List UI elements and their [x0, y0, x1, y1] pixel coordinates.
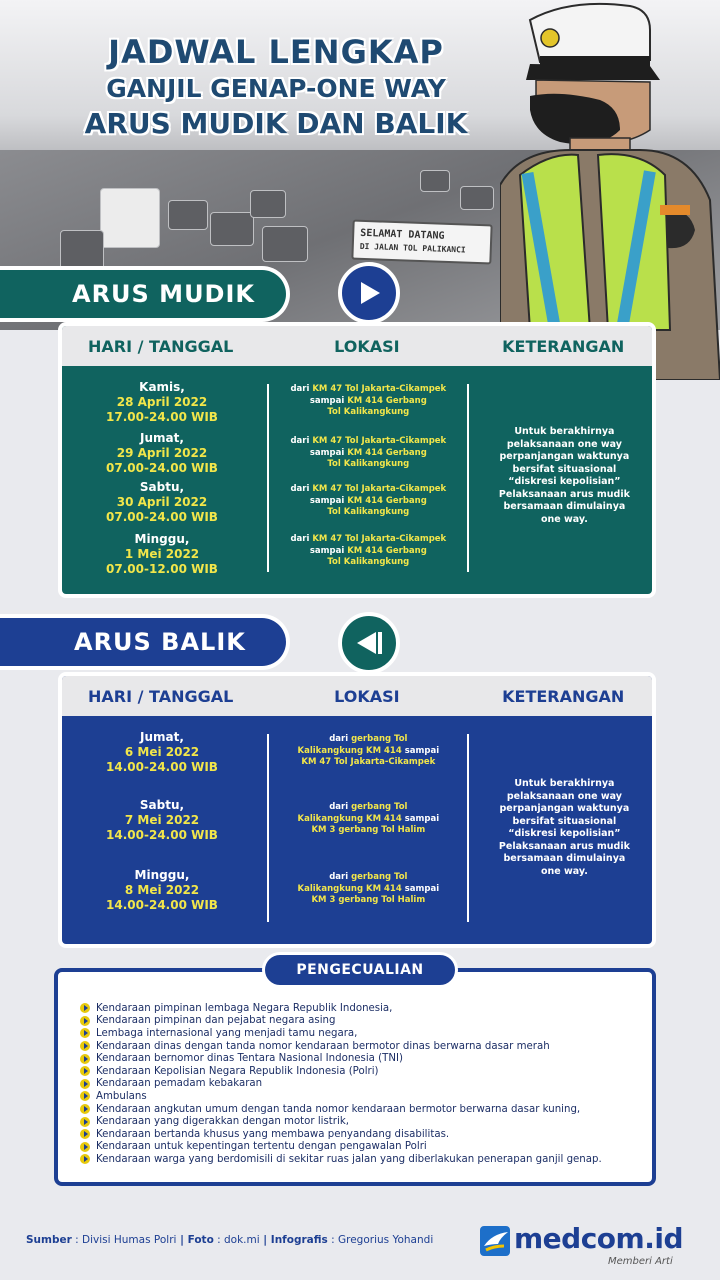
loc-to: KM 47 Tol Jakarta-Cikampek — [301, 757, 436, 767]
loc-from: gerbang Tol — [351, 872, 408, 882]
date-entry — [62, 868, 262, 913]
exception-text: Kendaraan pimpinan lembaga Negara Republik Indonesia, — [96, 1002, 393, 1014]
exception-text: Kendaraan warga yang berdomisili di sekitar ruas jalan yang diberlakukan penerapan ganjil genap. — [96, 1153, 602, 1165]
exception-text: Kendaraan yang digerakkan dengan motor listrik, — [96, 1116, 349, 1128]
entry-day: Jumat, — [140, 431, 184, 445]
exceptions-title: PENGECUALIAN — [262, 952, 458, 988]
chevron-right-icon — [80, 1129, 90, 1139]
entry-date: 1 Mei 2022 — [124, 547, 200, 561]
date-entry — [62, 532, 262, 577]
list-item — [80, 1002, 650, 1015]
exception-text: Kendaraan untuk kepentingan tertentu dengan pengawalan Polri — [96, 1141, 427, 1153]
loc-from2: Kalikangkung KM 414 — [297, 883, 402, 894]
list-item — [80, 1040, 650, 1053]
list-item — [80, 1141, 650, 1154]
entry-time: 07.00-12.00 WIB — [106, 562, 218, 576]
header-location: LOKASI — [334, 686, 400, 706]
arus-mudik-table — [58, 322, 656, 598]
chevron-right-icon — [80, 1091, 90, 1101]
entry-day: Sabtu, — [139, 798, 185, 812]
note-column — [474, 366, 652, 598]
location-column — [259, 716, 474, 948]
loc-to-word: sampai — [309, 545, 348, 556]
chevron-right-icon — [80, 1154, 90, 1164]
car-shape — [60, 230, 104, 270]
header-date: HARI / TANGGAL — [88, 336, 234, 356]
loc-to-word: sampai — [401, 883, 440, 894]
loc-to2: Tol Kalikangkung — [327, 507, 410, 517]
exception-text: Kendaraan bertanda khusus yang membawa penyandang disabilitas. — [96, 1128, 450, 1140]
car-shape — [250, 190, 286, 218]
list-item — [80, 1115, 650, 1128]
exception-text: Kendaraan pemadam kebakaran — [96, 1078, 263, 1090]
chevron-right-icon — [80, 1003, 90, 1013]
chevron-right-icon — [80, 1104, 90, 1114]
date-column — [62, 366, 259, 598]
list-item — [80, 1128, 650, 1141]
eagle-logo-icon — [478, 1224, 512, 1258]
loc-to2: Tol Kalikangkung — [327, 557, 410, 567]
car-shape — [420, 170, 450, 192]
exception-text: Ambulans — [96, 1090, 147, 1102]
loc-from-word: dari — [290, 384, 313, 394]
date-column — [62, 716, 259, 948]
chevron-right-icon — [80, 1117, 90, 1127]
logo-name: medcom — [514, 1222, 645, 1255]
chevron-right-icon — [80, 1066, 90, 1076]
chevron-right-icon — [80, 1079, 90, 1089]
list-item — [80, 1027, 650, 1040]
loc-from: KM 47 Tol Jakarta-Cikampek — [312, 484, 447, 494]
logo-tagline: Memberi Arti — [608, 1256, 673, 1267]
entry-time: 14.00-24.00 WIB — [106, 760, 218, 774]
exception-text: Kendaraan pimpinan dan pejabat negara asing — [96, 1015, 336, 1027]
date-entry — [62, 380, 262, 425]
table-body — [62, 716, 652, 948]
loc-from: KM 47 Tol Jakarta-Cikampek — [312, 436, 447, 446]
loc-from-word: dari — [290, 534, 313, 544]
entry-date: 30 April 2022 — [116, 495, 208, 509]
entry-time: 14.00-24.00 WIB — [106, 828, 218, 842]
loc-to: KM 414 Gerbang — [347, 545, 427, 556]
loc-to-word: sampai — [401, 813, 440, 824]
title-line1: JADWAL LENGKAP — [108, 33, 444, 71]
balik-note: Untuk berakhirnya pelaksanaan one way perpanjangan waktunya bersifat situasional “diskresi kepolisian” Pelaksanaan arus mudik bersamaan dimulainya one way. — [498, 778, 630, 877]
loc-from: KM 47 Tol Jakarta-Cikampek — [312, 384, 447, 394]
date-entry — [62, 798, 262, 843]
list-item — [80, 1078, 650, 1091]
arus-balik-table — [58, 672, 656, 948]
table-header — [62, 326, 652, 366]
loc-to: KM 414 Gerbang — [347, 395, 427, 406]
car-shape — [262, 226, 308, 262]
header-date: HARI / TANGGAL — [88, 686, 234, 706]
exception-text: Lembaga internasional yang menjadi tamu negara, — [96, 1027, 358, 1039]
list-item — [80, 1015, 650, 1028]
loc-to2: Tol Kalikangkung — [327, 459, 410, 469]
rewind-icon — [338, 612, 400, 674]
header-location: LOKASI — [334, 336, 400, 356]
entry-date: 6 Mei 2022 — [124, 745, 200, 759]
table-body — [62, 366, 652, 598]
mudik-note: Untuk berakhirnya pelaksanaan one way perpanjangan waktunya bersifat situasional “diskresi kepolisian” Pelaksanaan arus mudik bersamaan dimulainya one way. — [498, 426, 630, 525]
location-entry — [259, 802, 477, 837]
location-entry — [259, 534, 477, 569]
exception-text: Kendaraan angkutan umum dengan tanda nomor kendaraan bermotor berwarna dasar kuning, — [96, 1103, 581, 1115]
chevron-right-icon — [80, 1142, 90, 1152]
exceptions-list — [80, 1002, 650, 1166]
loc-to-word: sampai — [309, 495, 348, 506]
date-entry — [62, 480, 262, 525]
list-item — [80, 1065, 650, 1078]
source-sep: : — [71, 1234, 83, 1246]
loc-to: KM 414 Gerbang — [347, 495, 427, 506]
logo-tld: .id — [644, 1222, 683, 1255]
entry-date: 8 Mei 2022 — [124, 883, 200, 897]
list-item — [80, 1153, 650, 1166]
photo-value: : dok.mi — [213, 1234, 260, 1246]
loc-to: KM 3 gerbang Tol Halim — [311, 825, 426, 835]
chevron-right-icon — [80, 1054, 90, 1064]
entry-date: 28 April 2022 — [116, 395, 208, 409]
car-shape — [460, 186, 494, 210]
date-entry — [62, 431, 262, 476]
loc-from-word: dari — [290, 436, 313, 446]
entry-day: Minggu, — [134, 532, 190, 546]
chevron-right-icon — [80, 1028, 90, 1038]
date-entry — [62, 730, 262, 775]
toll-sign — [351, 220, 492, 265]
loc-from-word: dari — [329, 734, 352, 744]
arus-balik-banner: ARUS BALIK — [0, 614, 290, 670]
medcom-logo — [478, 1222, 708, 1272]
location-entry — [259, 384, 477, 419]
entry-date: 29 April 2022 — [116, 446, 208, 460]
toll-sign-line1: SELAMAT DATANG — [360, 227, 445, 242]
list-item — [80, 1103, 650, 1116]
table-header — [62, 676, 652, 716]
footer-credits — [26, 1234, 433, 1246]
bus-shape — [100, 188, 160, 248]
chevron-right-icon — [80, 1016, 90, 1026]
location-entry — [259, 872, 477, 907]
logo-wordmark — [514, 1222, 683, 1255]
loc-from-word: dari — [329, 872, 352, 882]
loc-to-word: sampai — [309, 447, 348, 458]
entry-time: 07.00-24.00 WIB — [106, 510, 218, 524]
loc-to2: Tol Kalikangkung — [327, 407, 410, 417]
entry-day: Kamis, — [139, 380, 185, 394]
loc-to: KM 414 Gerbang — [347, 447, 427, 458]
entry-time: 07.00-24.00 WIB — [106, 461, 218, 475]
source-value: Divisi Humas Polri — [82, 1234, 177, 1246]
infographic-value: : Gregorius Yohandi — [327, 1234, 434, 1246]
entry-day: Jumat, — [140, 730, 184, 744]
loc-to-word: sampai — [309, 395, 348, 406]
loc-from-word: dari — [290, 484, 313, 494]
title-line2: GANJIL GENAP-ONE WAY — [106, 74, 446, 103]
loc-to-word: sampai — [401, 745, 440, 756]
entry-time: 14.00-24.00 WIB — [106, 898, 218, 912]
arus-mudik-banner: ARUS MUDIK — [0, 266, 290, 322]
header-note: KETERANGAN — [502, 336, 625, 356]
exception-text: Kendaraan dinas dengan tanda nomor kendaraan bermotor dinas berwarna dasar merah — [96, 1040, 550, 1052]
location-entry — [259, 436, 477, 471]
loc-to: KM 3 gerbang Tol Halim — [311, 895, 426, 905]
entry-date: 7 Mei 2022 — [124, 813, 200, 827]
car-shape — [210, 212, 254, 246]
location-entry — [259, 484, 477, 519]
chevron-right-icon — [80, 1041, 90, 1051]
loc-from: KM 47 Tol Jakarta-Cikampek — [312, 534, 447, 544]
page-title — [56, 32, 496, 142]
entry-day: Sabtu, — [139, 480, 185, 494]
loc-from-word: dari — [329, 802, 352, 812]
exception-text: Kendaraan Kepolisian Negara Republik Indonesia (Polri) — [96, 1065, 379, 1077]
loc-from: gerbang Tol — [351, 734, 408, 744]
header-note: KETERANGAN — [502, 686, 625, 706]
location-entry — [259, 734, 477, 769]
car-shape — [168, 200, 208, 230]
entry-time: 17.00-24.00 WIB — [106, 410, 218, 424]
list-item — [80, 1090, 650, 1103]
exception-text: Kendaraan bernomor dinas Tentara Nasional Indonesia (TNI) — [96, 1053, 403, 1065]
infographic-label: | Infografis — [259, 1234, 328, 1246]
photo-label: | Foto — [176, 1234, 214, 1246]
entry-day: Minggu, — [134, 868, 190, 882]
source-label: Sumber — [26, 1234, 72, 1246]
loc-from2: Kalikangkung KM 414 — [297, 813, 402, 824]
toll-sign-line2: DI JALAN TOL PALIKANCI — [359, 241, 466, 255]
play-forward-icon — [338, 262, 400, 324]
loc-from: gerbang Tol — [351, 802, 408, 812]
title-line3: ARUS MUDIK DAN BALIK — [84, 107, 468, 140]
loc-from2: Kalikangkung KM 414 — [297, 745, 402, 756]
note-column — [474, 716, 652, 948]
list-item — [80, 1052, 650, 1065]
location-column — [259, 366, 474, 598]
